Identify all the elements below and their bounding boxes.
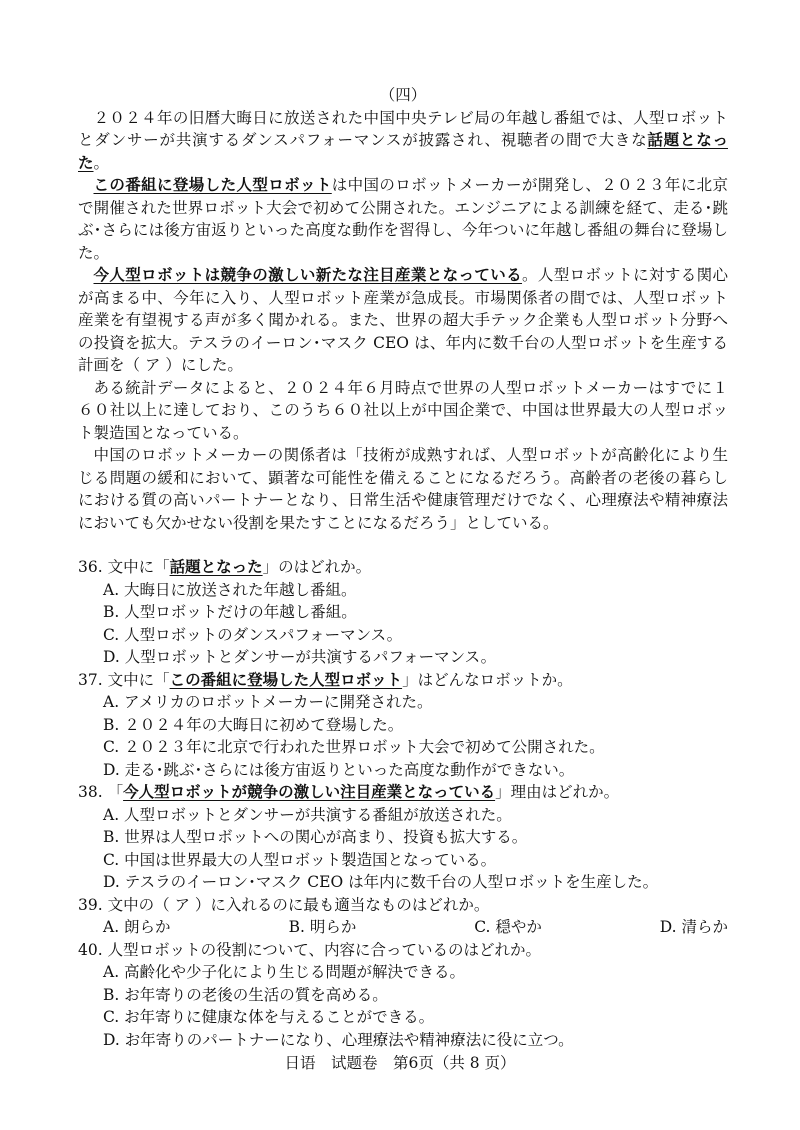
passage-paragraph-5: 中国のロボットメーカーの関係者は「技術が成熟すれば、人型ロボットが高齢化により生じる問題の緩和において、顕著な可能性を備えることになるだろう。高齢者の老後の暮らしにおける質の高いパートナーとなり、日常生活や健康管理だけでなく、心理療法や精神療法においても欠かせない役割を果たすことになるだろう」としている。 xyxy=(78,446,728,532)
q36-prefix: 36. 文中に「 xyxy=(78,558,170,576)
q37-option-a: A. アメリカのロボットメーカーに開発された。 xyxy=(103,693,433,711)
page-footer: 日语 试题卷 第6页（共 8 页） xyxy=(284,1054,516,1072)
q39-option-d: D. 清らか xyxy=(659,918,729,936)
q39-option-b: B. 明らか xyxy=(288,918,357,936)
p1-text: ２０２４年の旧暦大晦日に放送された中国中央テレビ局の年越し番組では、人型ロボットとダンサーが共演するダンスパフォーマンスが披露され、視聴者の間で大きな xyxy=(78,108,728,149)
passage-paragraph-3 xyxy=(78,264,728,377)
q36-option-c: C. 人型ロボットのダンスパフォーマンス。 xyxy=(103,625,403,644)
question-37 xyxy=(78,669,728,692)
question-40: 40. 人型ロボットの役割について、内容に合っているのはどれか。 xyxy=(78,940,541,959)
passage-paragraph-1 xyxy=(78,107,728,175)
q40-option-a: A. 高齢化や少子化により生じる問題が解決できる。 xyxy=(103,963,466,981)
q39-option-c: C. 穏やか xyxy=(474,918,542,936)
q38-option-d: D. テスラのイーロン･マスク CEO は年内に数千台の人型ロボットを生産した。 xyxy=(103,873,659,891)
passage-paragraph-4: ある統計データによると、２０２４年６月時点で世界の人型ロボットメーカーはすでに１６０社以上に達しており、このうち６０社以上が中国企業で、中国は世界最大の人型ロボット製造国となっている。 xyxy=(78,378,728,442)
q37-option-c: C. ２０２３年に北京で行われた世界ロボット大会で初めて公開された。 xyxy=(103,738,605,756)
q39-options xyxy=(103,916,728,939)
q40-option-b: B. お年寄りの老後の生活の質を高める。 xyxy=(103,985,388,1004)
q40-option-d: D. お年寄りのパートナーになり、心理療法や精神療法に役に立つ。 xyxy=(103,1030,574,1049)
question-36 xyxy=(78,556,728,579)
q38-option-b: B. 世界は人型ロボットへの関心が高まり、投資も拡大する。 xyxy=(103,828,528,846)
q38-option-c: C. 中国は世界最大の人型ロボット製造国となっている。 xyxy=(103,850,497,869)
question-39: 39. 文中の（ ア ）に入れるのに最も適当なものはどれか。 xyxy=(78,895,490,914)
p2-text: は中国のロボットメーカーが開発し、２０２３年に北京で開催された世界ロボット大会で初めて公開された。エンジニアによる訓練を経て、走る･跳ぶ･さらには後方宙返りといった高度な動作を習得し、今年ついに年越し番組の舞台に登場した。 xyxy=(78,176,728,262)
q38-option-a: A. 人型ロボットとダンサーが共演する番組が放送された。 xyxy=(103,805,512,824)
p1-text-end: 。 xyxy=(93,153,110,172)
q40-option-c: C. お年寄りに健康な体を与えることができる。 xyxy=(103,1008,435,1026)
q39-option-a: A. 朗らか xyxy=(103,918,171,936)
q36-option-b: B. 人型ロボットだけの年越し番組。 xyxy=(103,603,357,621)
q38-suffix: 」理由はどれか。 xyxy=(495,783,620,801)
p3-underlined-phrase: 今人型ロボットは競争の激しい新たな注目産業となっている xyxy=(93,265,523,284)
q37-option-b: B. ２０２４年の大晦日に初めて登場した。 xyxy=(103,715,404,734)
section-title: （四） xyxy=(379,86,427,104)
q37-quoted-phrase: この番組に登場した人型ロボット xyxy=(169,669,403,689)
q36-option-d: D. 人型ロボットとダンサーが共演するパフォーマンス。 xyxy=(103,648,497,666)
q36-suffix: 」のはどれか。 xyxy=(262,558,372,576)
p3-text: 。人型ロボットに対する関心が高まる中、今年に入り、人型ロボット産業が急成長。市場関係者の間では、人型ロボット産業を有望視する声が多く聞かれる。また、世界の超大手テック企業も人型ロボット分野への投資を拡大。テスラのイーロン･マスク CEO は、年内に数千台の人型ロボットを生産する計画を（ ア ）にした。 xyxy=(78,266,728,374)
p2-underlined-phrase: この番組に登場した人型ロボット xyxy=(93,175,332,194)
q37-prefix: 37. 文中に「 xyxy=(78,670,170,689)
question-38 xyxy=(78,781,728,804)
exam-page xyxy=(78,84,728,1051)
q37-option-d: D. 走る･跳ぶ･さらには後方宙返りといった高度な動作ができない。 xyxy=(103,760,575,779)
q36-option-a: A. 大晦日に放送された年越し番組。 xyxy=(103,580,357,599)
q38-prefix: 38. 「 xyxy=(78,783,124,801)
p1-underlined-phrase: 話題となった xyxy=(78,130,728,172)
q37-suffix: 」はどんなロボットか。 xyxy=(402,670,573,689)
q38-quoted-phrase: 今人型ロボットが競争の激しい注目産業となっている xyxy=(123,782,496,801)
q36-quoted-phrase: 話題となった xyxy=(169,557,263,576)
passage-paragraph-2 xyxy=(78,174,728,264)
